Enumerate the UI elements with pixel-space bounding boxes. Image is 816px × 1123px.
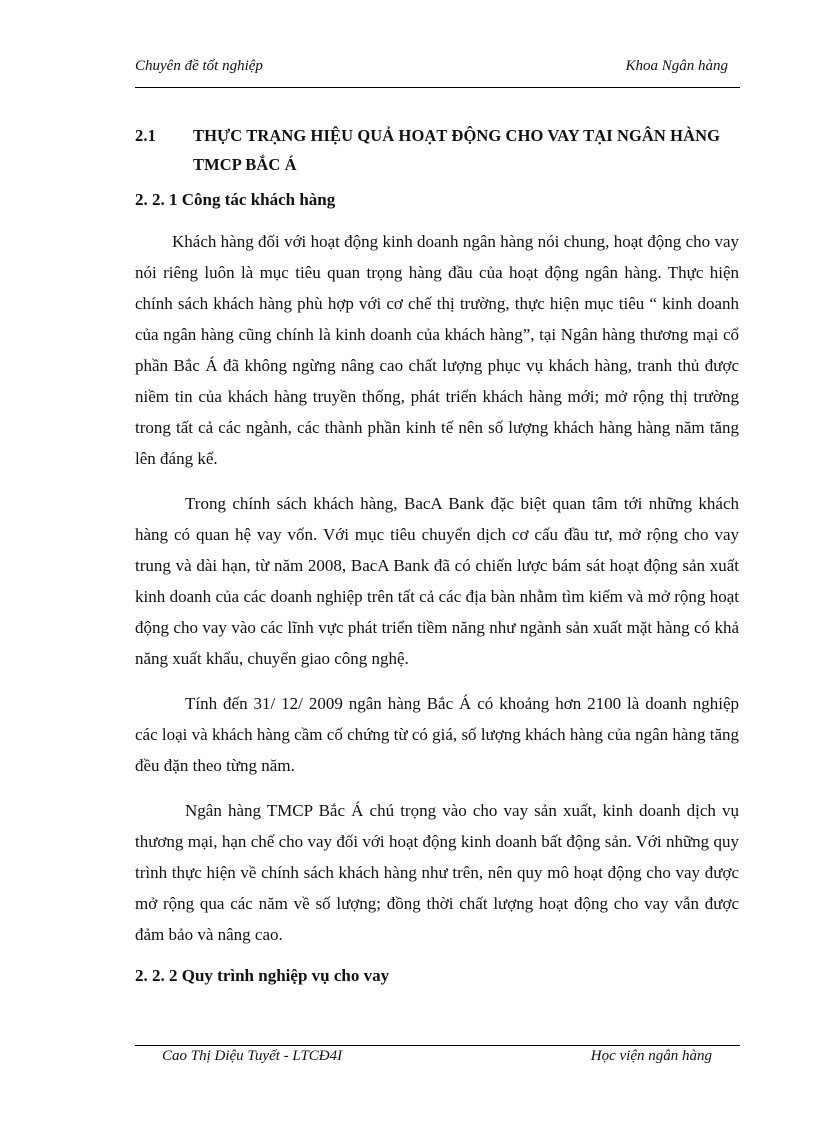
header-divider	[135, 87, 740, 88]
paragraph: Khách hàng đối với hoạt động kinh doanh ngân hàng nói chung, hoạt động cho vay nói riêng luôn là mục tiêu quan trọng hàng đầu của hoạt động ngân hàng. Thực hiện chính sách khách hàng phù hợp với cơ chế thị trường, thực hiện mục tiêu “ kinh doanh của ngân hàng cũng chính là kinh doanh của khách hàng”, tại Ngân hàng thương mại cổ phần Bắc Á đã không ngừng nâng cao chất lượng phục vụ khách hàng, tranh thủ được niềm tin của khách hàng truyền thống, phát triển khách hàng mới; mở rộng thị trường trong tất cả các ngành, các thành phần kinh tế nên số lượng khách hàng hàng năm tăng lên đáng kể.	[135, 232, 739, 468]
paragraph: Trong chính sách khách hàng, BacA Bank đặc biệt quan tâm tới những khách hàng có quan hệ vay vốn. Với mục tiêu chuyển dịch cơ cấu đầu tư, mở rộng cho vay trung và dài hạn, từ năm 2008, BacA Bank đã có chiến lược bám sát hoạt động sản xuất kinh doanh của các doanh nghiệp trên tất cả các địa bàn nhằm tìm kiếm và mở rộng hoạt động cho vay vào các lĩnh vực phát triển tiềm năng như ngành sản xuất mặt hàng có khả năng xuất khẩu, chuyển giao công nghệ.	[135, 494, 739, 668]
header-left-text: Chuyên đề tốt nghiệp	[135, 58, 263, 74]
section-heading	[135, 121, 739, 179]
paragraph: Ngân hàng TMCP Bắc Á chú trọng vào cho vay sản xuất, kinh doanh dịch vụ thương mại, hạn chế cho vay đối với hoạt động kinh doanh bất động sản. Với những quy trình thực hiện về chính sách khách hàng như trên, nên quy mô hoạt động cho vay được mở rộng qua các năm về số lượng; đồng thời chất lượng hoạt động cho vay vẫn được đảm bảo và nâng cao.	[135, 801, 739, 944]
subsection-heading-customer-work: 2. 2. 1 Công tác khách hàng	[135, 190, 336, 209]
footer-divider	[135, 1045, 740, 1046]
paragraph: Tính đến 31/ 12/ 2009 ngân hàng Bắc Á có khoảng hơn 2100 là doanh nghiệp các loại và khách hàng cầm cố chứng từ có giá, số lượng khách hàng của ngân hàng tăng đều đặn theo từng năm.	[135, 694, 739, 775]
footer-author: Cao Thị Diệu Tuyết - LTCĐ4I	[162, 1048, 343, 1064]
page-header	[135, 58, 728, 80]
header-right-text: Khoa Ngân hàng	[625, 58, 728, 74]
page-footer	[162, 1048, 712, 1070]
subsection-heading-loan-process: 2. 2. 2 Quy trình nghiệp vụ cho vay	[135, 966, 390, 985]
section-title: THỰC TRẠNG HIỆU QUẢ HOẠT ĐỘNG CHO VAY TẠI NGÂN HÀNG TMCP BẮC Á	[193, 126, 721, 174]
footer-institution: Học viện ngân hàng	[590, 1048, 712, 1064]
page-body	[135, 121, 739, 1002]
section-number: 2.1	[135, 126, 156, 145]
